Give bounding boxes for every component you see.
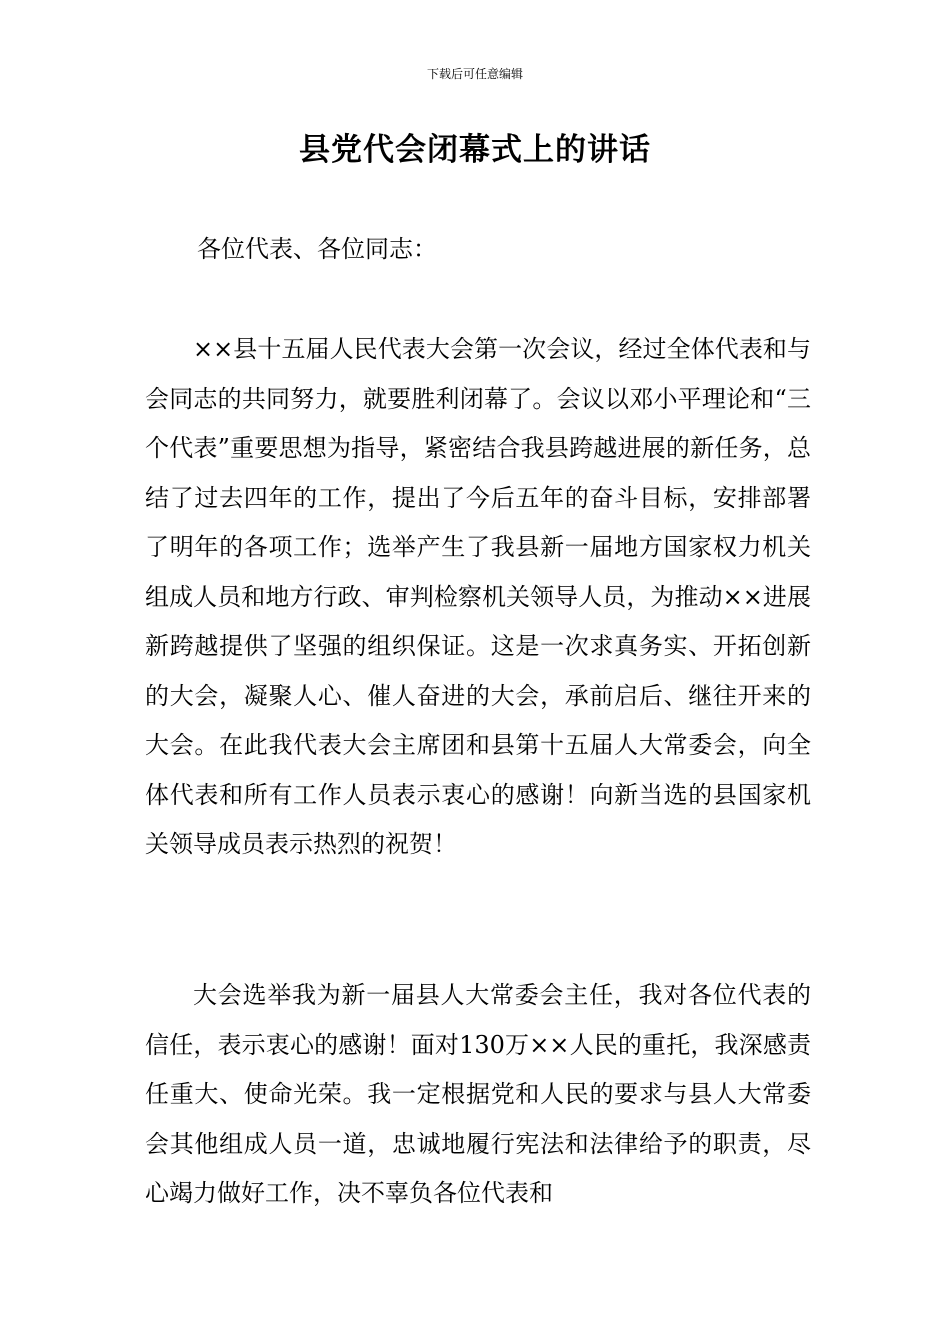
page-title: 县党代会闭幕式上的讲话 [299, 132, 651, 168]
body-paragraph-2: 大会选举我为新一届县人大常委会主任，我对各位代表的信任，表示衷心的感谢！面对130万××人民的重托，我深感责任重大、使命光荣。我一定根据党和人民的要求与县人大常委会其他组成人员一道，忠诚地履行宪法和法律给予的职责，尽心竭力做好工作，决不辜负各位代表和 [145, 981, 811, 1207]
header-note: 下载后可任意编辑 [426, 67, 523, 81]
salutation: 各位代表、各位同志： [197, 235, 437, 263]
body-paragraph-1: ××县十五届人民代表大会第一次会议，经过全体代表和与会同志的共同努力，就要胜利闭幕了。会议以邓小平理论和“三个代表”重要思想为指导，紧密结合我县跨越进展的新任务，总结了过去四年的工作，提出了今后五年的奋斗目标，安排部署了明年的各项工作；选举产生了我县新一届地方国家权力机关组成人员和地方行政、审判检察机关领导人员，为推动××进展新跨越提供了坚强的组织保证。这是一次求真务实、开拓创新的大会，凝聚人心、催人奋进的大会，承前启后、继往开来的大会。在此我代表大会主席团和县第十五届人大常委会，向全体代表和所有工作人员表示衷心的感谢！向新当选的县国家机关领导成员表示热烈的祝贺！ [145, 335, 811, 858]
